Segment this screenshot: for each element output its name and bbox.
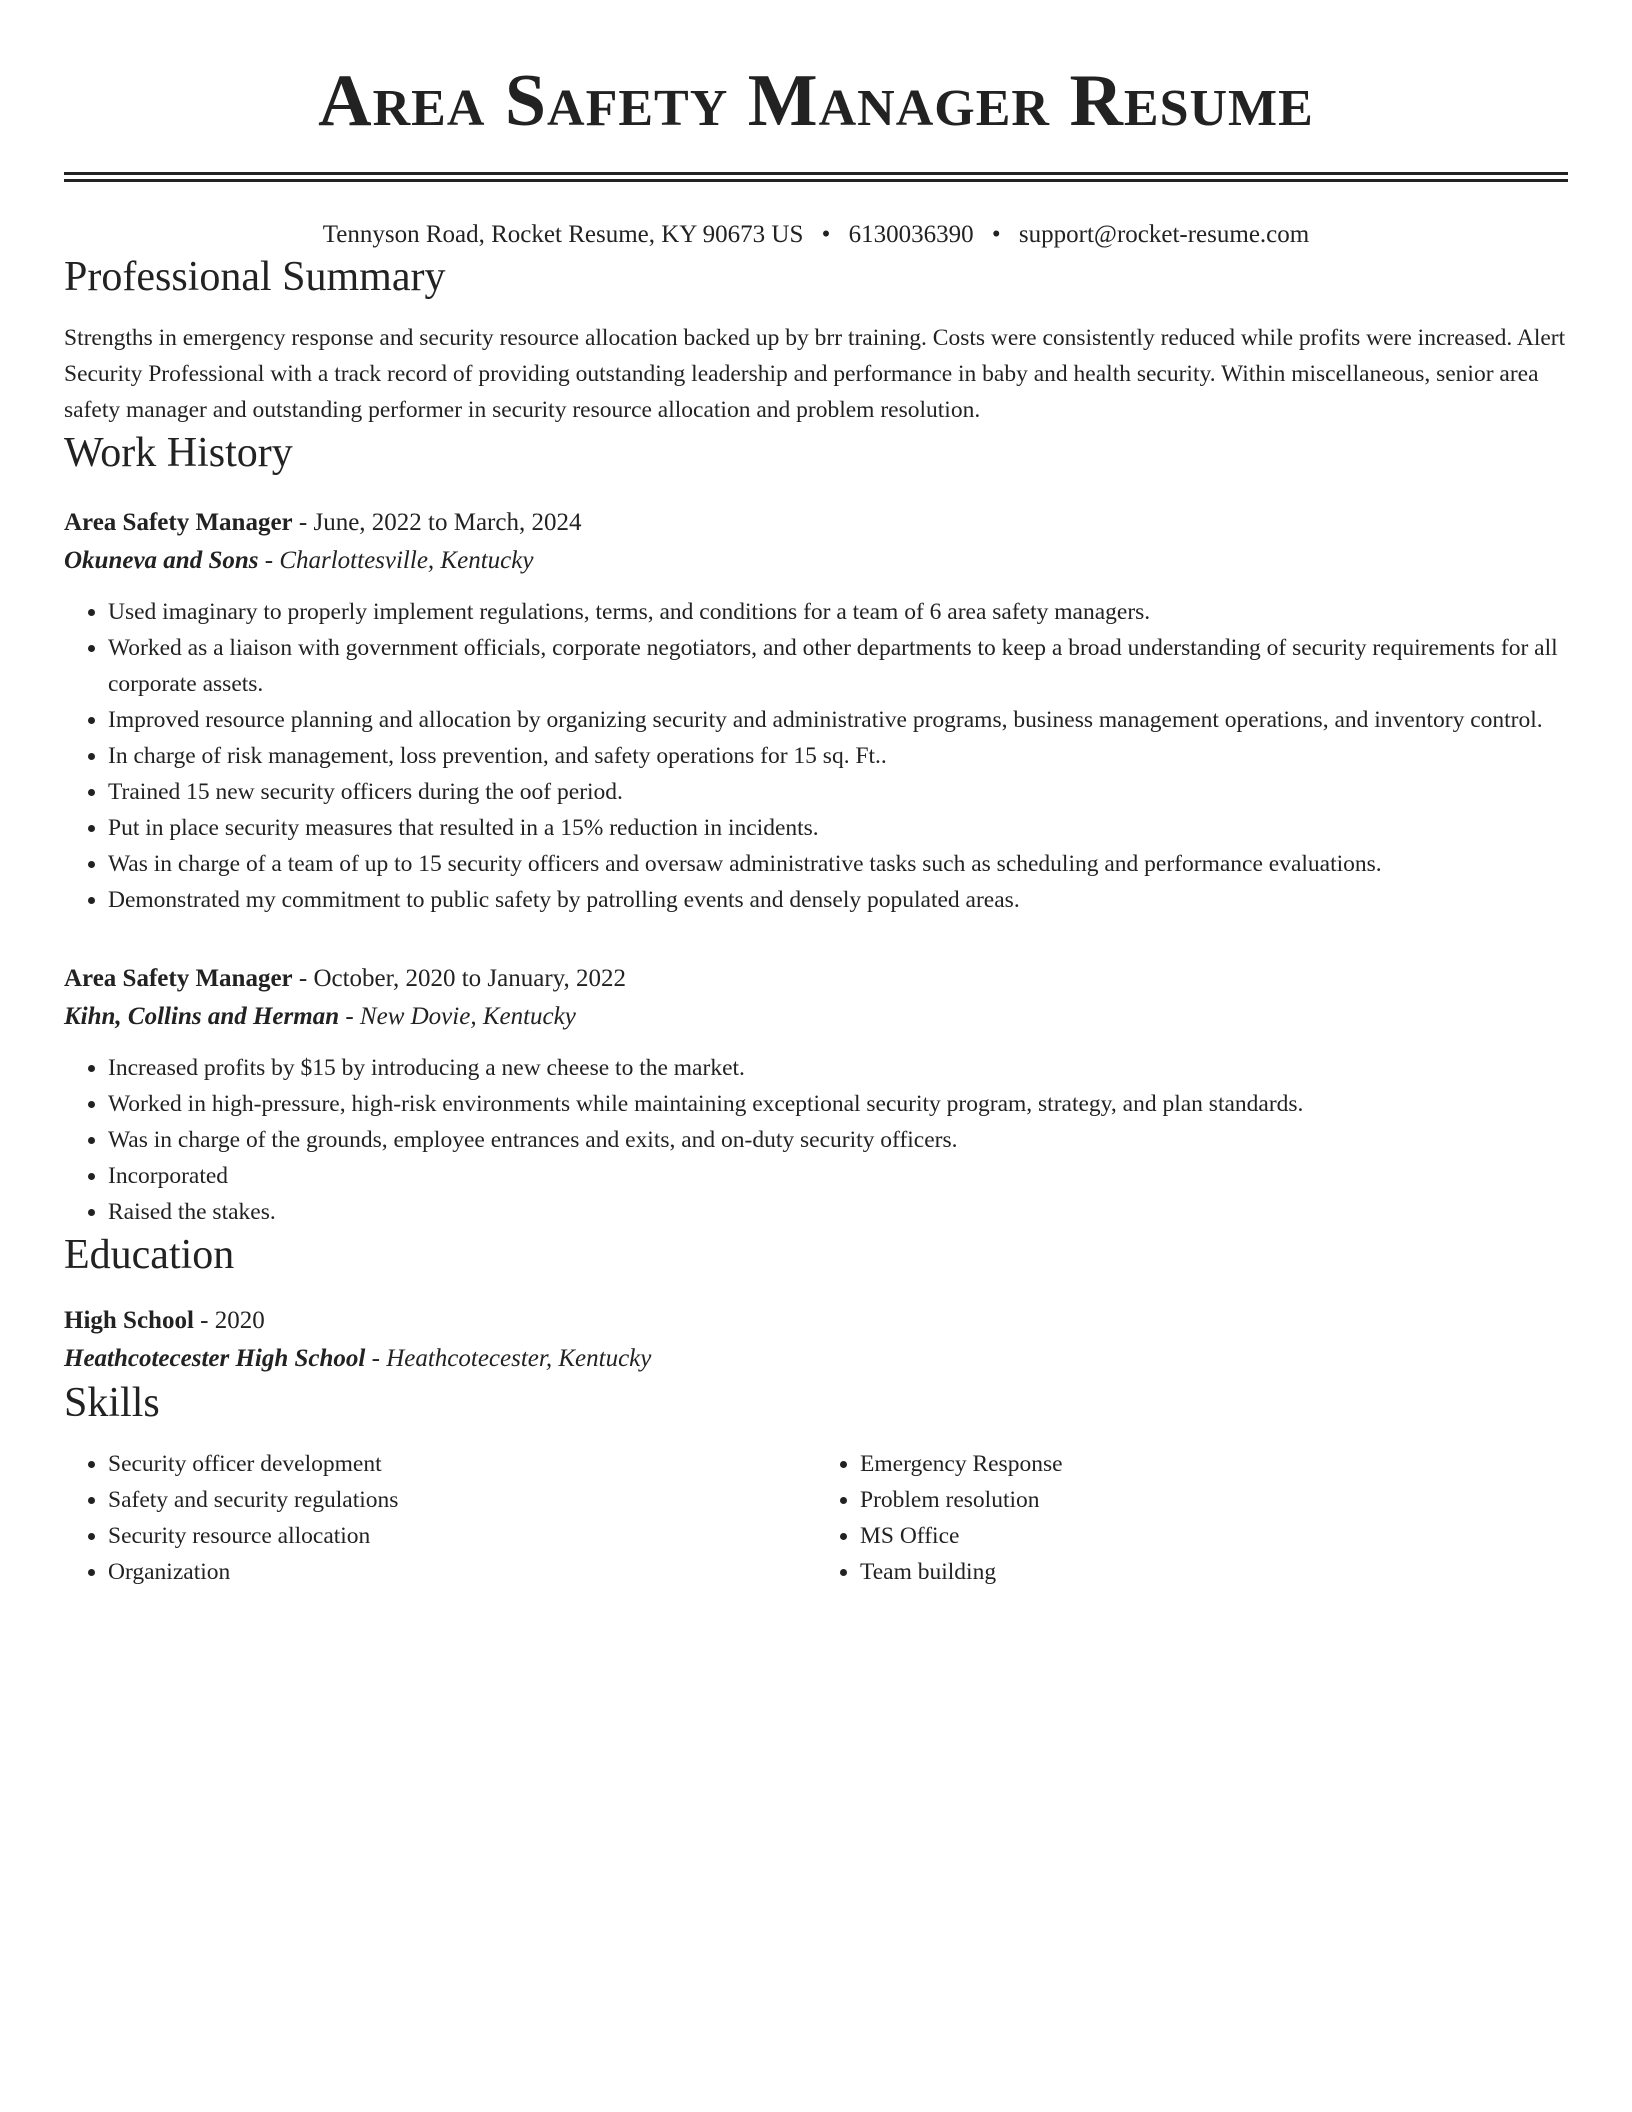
bullet-separator: • xyxy=(991,221,1001,248)
job-role: Area Safety Manager xyxy=(64,965,293,992)
resume-title: Area Safety Manager Resume xyxy=(318,60,1314,142)
contact-address: Tennyson Road, Rocket Resume, KY 90673 US xyxy=(322,221,804,248)
list-item: • In charge of risk management, loss prevention, and safety operations for 15 sq. Ft.. xyxy=(108,738,1568,774)
job-bullets xyxy=(64,594,1568,918)
bullet-separator: • xyxy=(821,221,831,248)
work-history-heading: Work History xyxy=(64,430,293,476)
list-item: • Improved resource planning and allocation by organizing security and administrative programs, business management operations, and inventory control. xyxy=(108,702,1568,738)
skills-columns xyxy=(64,1446,1568,1590)
job-title-line xyxy=(64,960,1568,998)
list-item: • Used imaginary to properly implement regulations, terms, and conditions for a team of 6 area safety managers. xyxy=(108,594,1568,630)
job-title-line xyxy=(64,504,1568,542)
education-school: Heathcotecester High School xyxy=(64,1345,366,1372)
job-company-line xyxy=(64,998,1568,1036)
list-item: • Problem resolution xyxy=(860,1482,1568,1518)
list-item: • Incorporated xyxy=(108,1158,1568,1194)
job-company: Kihn, Collins and Herman xyxy=(64,1003,340,1030)
list-item: • Safety and security regulations xyxy=(108,1482,816,1518)
summary-heading: Professional Summary xyxy=(64,254,446,300)
list-item: • Put in place security measures that resulted in a 15% reduction in incidents. xyxy=(108,810,1568,846)
list-item: • MS Office xyxy=(860,1518,1568,1554)
list-item: • Worked as a liaison with government officials, corporate negotiators, and other departments to keep a broad understanding of security requirements for all corporate assets. xyxy=(108,630,1568,702)
job-bullets xyxy=(64,1050,1568,1230)
list-item: • Trained 15 new security officers during the oof period. xyxy=(108,774,1568,810)
list-item: • Security officer development xyxy=(108,1446,816,1482)
education-year: - 2020 xyxy=(193,1307,265,1334)
contact-line xyxy=(64,218,1568,252)
education-degree-line xyxy=(64,1302,1568,1340)
job-entry-2 xyxy=(64,960,1568,1230)
job-role: Area Safety Manager xyxy=(64,509,293,536)
skills-list-left xyxy=(64,1446,816,1590)
title-double-rule xyxy=(64,172,1568,182)
list-item: • Increased profits by $15 by introducing a new cheese to the market. xyxy=(108,1050,1568,1086)
job-entry-1 xyxy=(64,504,1568,918)
job-location: - Charlottesville, Kentucky xyxy=(258,547,534,574)
job-dates: - June, 2022 to March, 2024 xyxy=(292,509,582,536)
list-item: • Organization xyxy=(108,1554,816,1590)
list-item: • Raised the stakes. xyxy=(108,1194,1568,1230)
education-school-line xyxy=(64,1340,1568,1378)
education-location: - Heathcotecester, Kentucky xyxy=(365,1345,652,1372)
list-item: • Team building xyxy=(860,1554,1568,1590)
job-dates: - October, 2020 to January, 2022 xyxy=(292,965,627,992)
summary-text: Strengths in emergency response and security resource allocation backed up by brr training. Costs were consistently reduced while profits were increased. Alert Security Professional with a track record of providing outstanding leadership and performance in baby and health security. Within miscellaneous, senior area safety manager and outstanding performer in security resource allocation and problem resolution. xyxy=(64,325,1566,423)
list-item: • Demonstrated my commitment to public safety by patrolling events and densely populated areas. xyxy=(108,882,1568,918)
contact-email: support@rocket-resume.com xyxy=(1018,221,1310,248)
contact-phone: 6130036390 xyxy=(848,221,974,248)
list-item: • Worked in high-pressure, high-risk environments while maintaining exceptional security program, strategy, and plan standards. xyxy=(108,1086,1568,1122)
list-item: • Emergency Response xyxy=(860,1446,1568,1482)
skills-heading: Skills xyxy=(64,1380,160,1426)
education-entry xyxy=(64,1302,1568,1378)
education-heading: Education xyxy=(64,1232,235,1278)
job-location: - New Dovie, Kentucky xyxy=(339,1003,576,1030)
education-degree: High School xyxy=(64,1307,194,1334)
job-company: Okuneva and Sons xyxy=(64,547,259,574)
job-company-line xyxy=(64,542,1568,580)
list-item: • Security resource allocation xyxy=(108,1518,816,1554)
skills-list-right xyxy=(816,1446,1568,1590)
list-item: • Was in charge of a team of up to 15 security officers and oversaw administrative tasks such as scheduling and performance evaluations. xyxy=(108,846,1568,882)
list-item: • Was in charge of the grounds, employee entrances and exits, and on-duty security officers. xyxy=(108,1122,1568,1158)
